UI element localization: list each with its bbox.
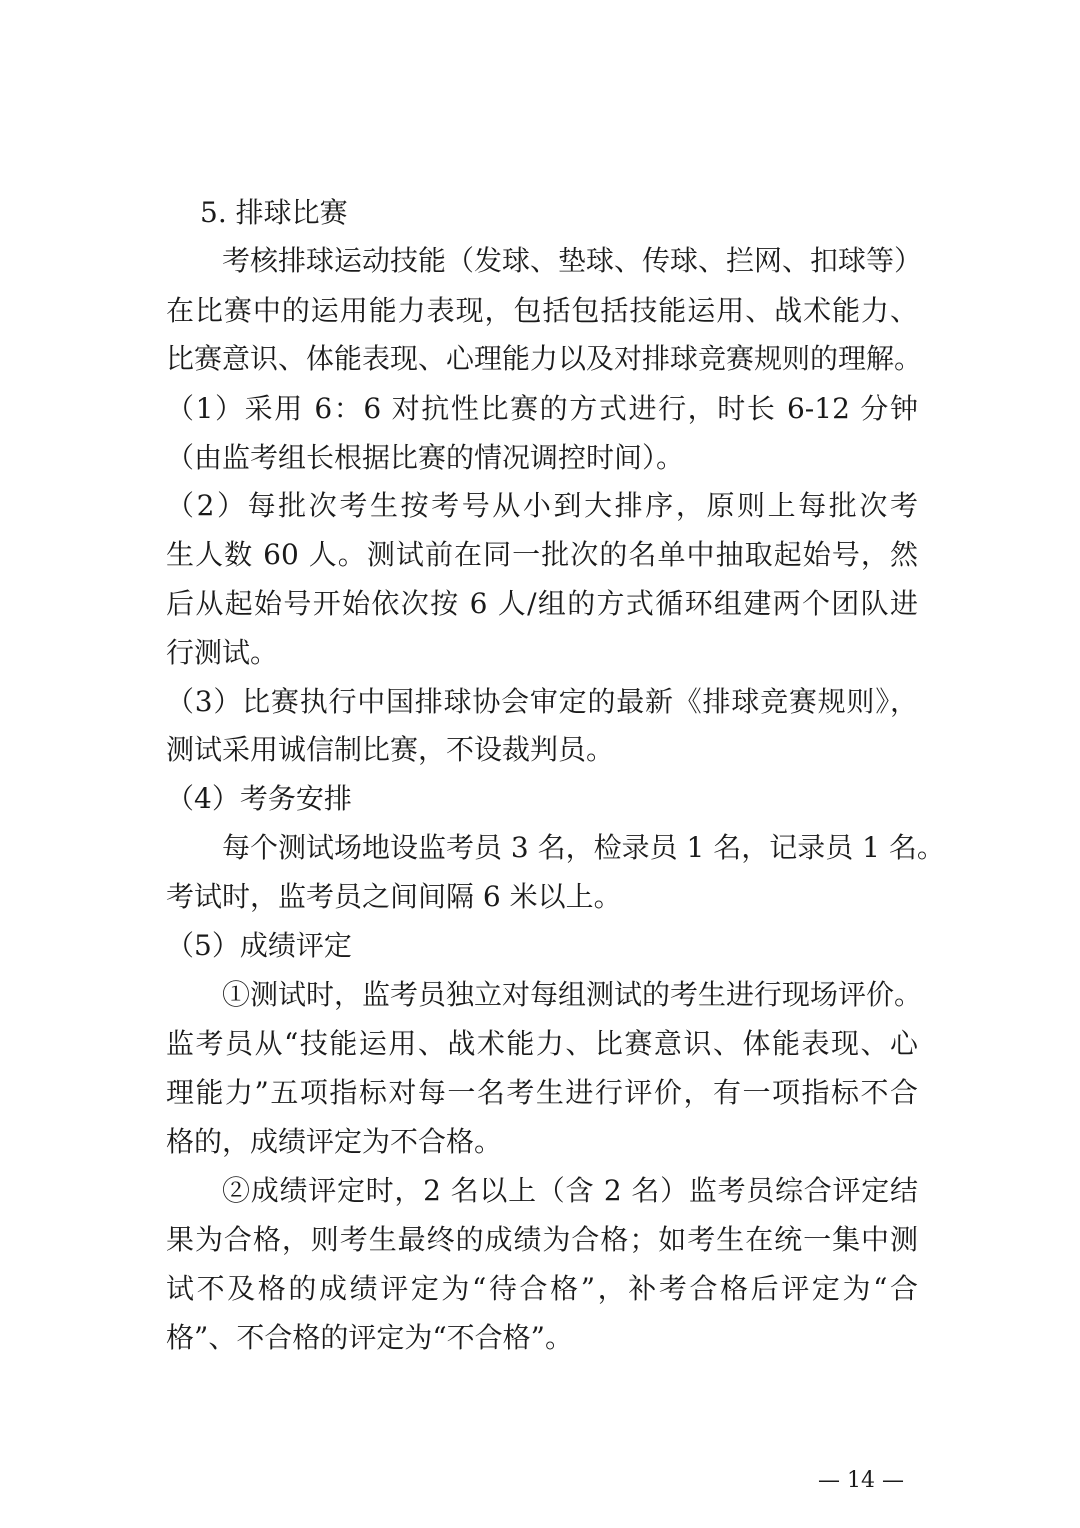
text-line: （5）成绩评定 [166,929,352,962]
text-line: 监考员从“技能运用、战术能力、比赛意识、体能表现、心 [166,1027,918,1060]
text-line: 考试时，监考员之间间隔 6 米以上。 [166,880,622,913]
text-line: 果为合格，则考生最终的成绩为合格；如考生在统一集中测 [166,1223,918,1256]
section-heading: 5. 排球比赛 [200,196,348,229]
text-line: （3）比赛执行中国排球协会审定的最新《排球竞赛规则》， [166,685,918,718]
text-line: 考核排球运动技能（发球、垫球、传球、拦网、扣球等） [222,244,923,277]
text-line: ①测试时，监考员独立对每组测试的考生进行现场评价。 [222,978,923,1011]
text-line: 生人数 60 人。测试前在同一批次的名单中抽取起始号，然 [166,538,918,571]
text-line: 测试采用诚信制比赛，不设裁判员。 [166,733,615,766]
text-line: 格”、不合格的评定为“不合格”。 [166,1321,573,1354]
text-line: 比赛意识、体能表现、心理能力以及对排球竞赛规则的理解。 [166,342,923,375]
text-line: 在比赛中的运用能力表现，包括包括技能运用、战术能力、 [166,294,918,327]
text-line: （由监考组长根据比赛的情况调控时间）。 [166,441,685,474]
text-line: 行测试。 [166,636,279,669]
text-line: 试不及格的成绩评定为“待合格”，补考合格后评定为“合 [166,1272,918,1305]
text-line: ②成绩评定时，2 名以上（含 2 名）监考员综合评定结 [222,1174,918,1207]
text-line: （2）每批次考生按考号从小到大排序，原则上每批次考 [166,489,918,522]
text-line: 后从起始号开始依次按 6 人/组的方式循环组建两个团队进 [166,587,918,620]
page-number-text: — 14 — [818,1468,904,1493]
text-line: 理能力”五项指标对每一名考生进行评价，有一项指标不合 [166,1076,918,1109]
text-line: （4）考务安排 [166,782,352,815]
text-line: 格的，成绩评定为不合格。 [166,1125,503,1158]
text-line: （1）采用 6：6 对抗性比赛的方式进行，时长 6-12 分钟 [166,392,918,425]
text-line: 每个测试场地设监考员 3 名，检录员 1 名，记录员 1 名。 [222,831,945,864]
